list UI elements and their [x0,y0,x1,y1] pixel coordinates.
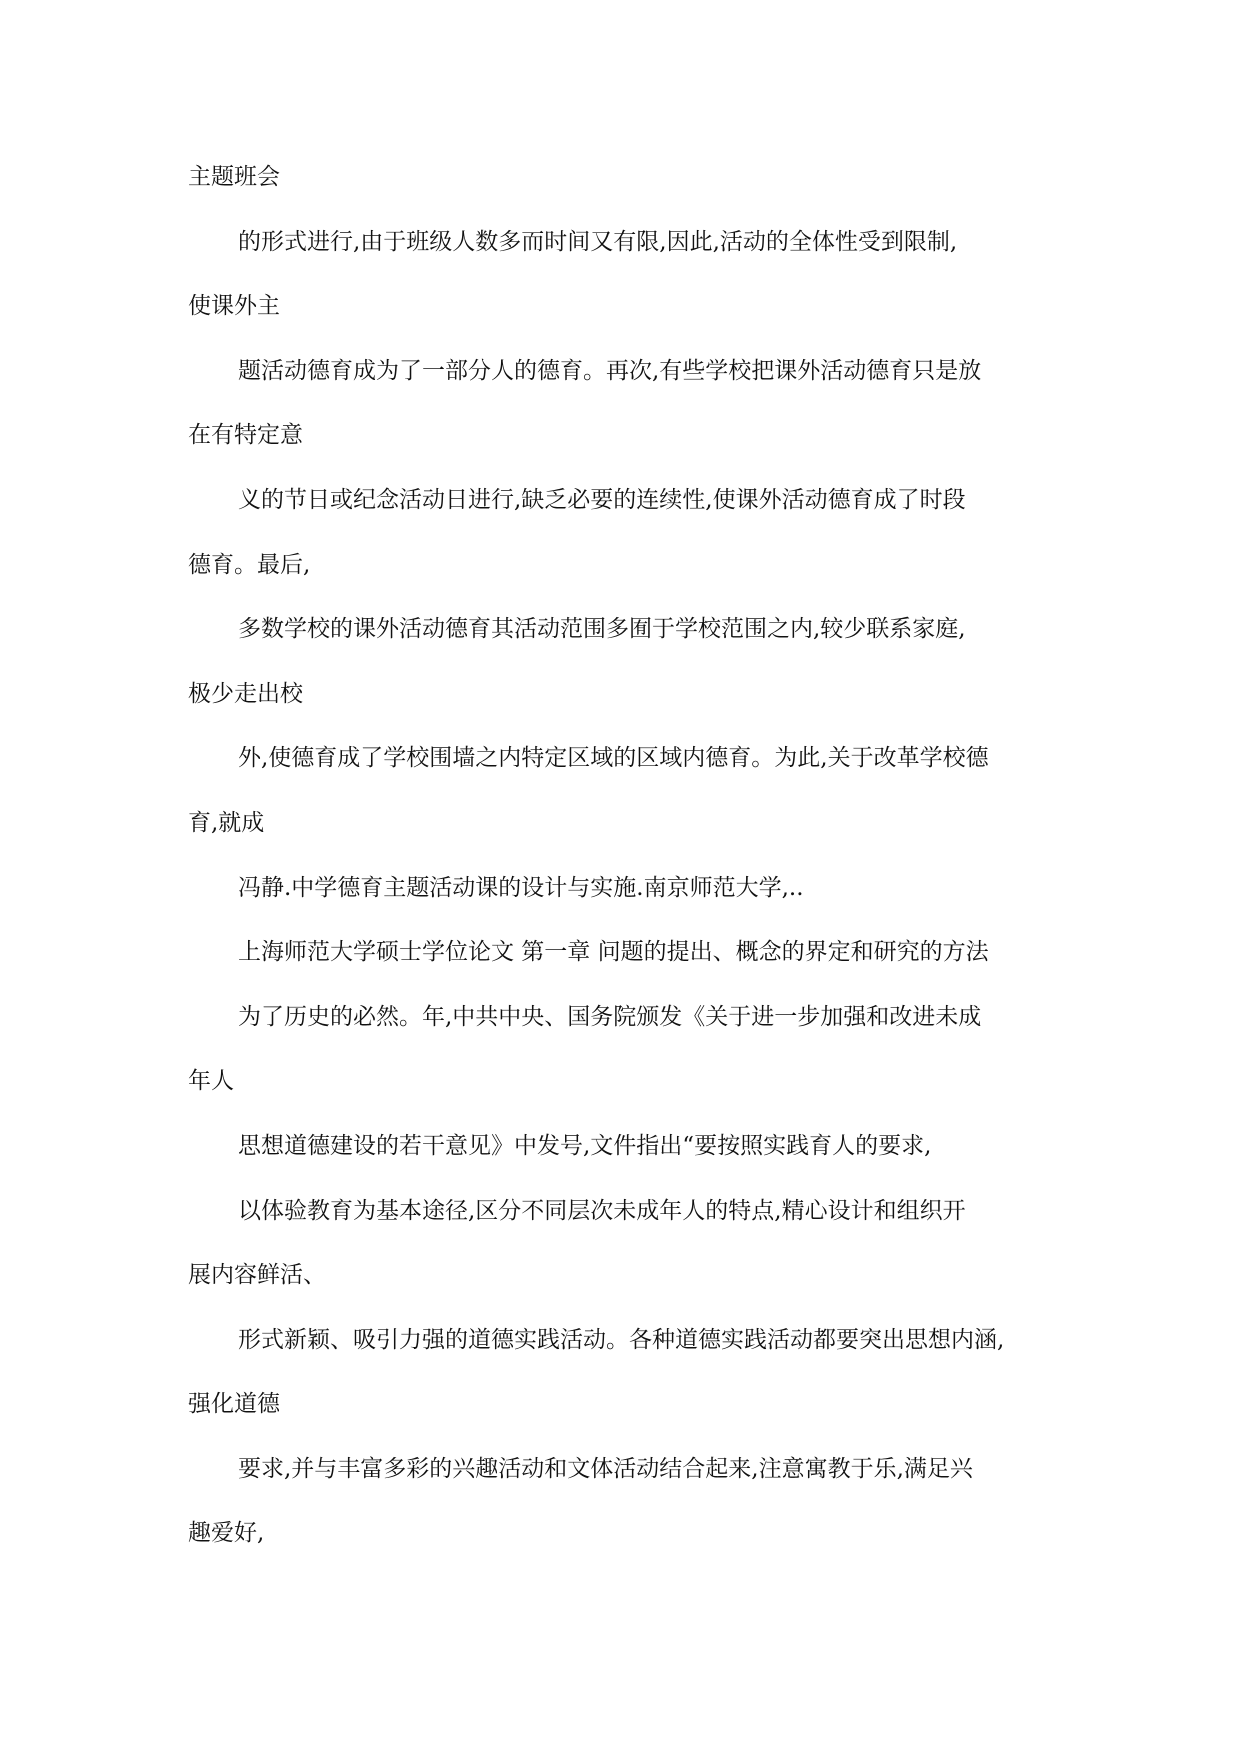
text-line: 极少走出校 [188,680,303,707]
text-line: 义的节日或纪念活动日进行,缺乏必要的连续性,使课外活动德育成了时段 [238,486,966,513]
text-line: 上海师范大学硕士学位论文 第一章 问题的提出、概念的界定和研究的方法 [238,939,989,966]
text-line: 冯静.中学德育主题活动课的设计与实施.南京师范大学,.. [238,874,804,901]
text-line: 的形式进行,由于班级人数多而时间又有限,因此,活动的全体性受到限制, [238,228,958,255]
text-line: 使课外主 [188,293,280,320]
text-line: 展内容鲜活、 [188,1262,326,1289]
text-line: 外,使德育成了学校围墙之内特定区域的区域内德育。为此,关于改革学校德 [238,745,989,772]
text-line: 为了历史的必然。年,中共中央、国务院颁发《关于进一步加强和改进未成 [238,1003,982,1030]
text-line: 以体验教育为基本途径,区分不同层次未成年人的特点,精心设计和组织开 [238,1197,966,1224]
text-line: 主题班会 [188,164,280,190]
text-line: 多数学校的课外活动德育其活动范围多囿于学校范围之内,较少联系家庭, [238,616,966,643]
text-line: 育,就成 [188,809,265,836]
text-line: 在有特定意 [188,422,303,449]
text-line: 趣爱好, [188,1520,265,1547]
text-line: 年人 [188,1068,234,1095]
text-line: 题活动德育成为了一部分人的德育。再次,有些学校把课外活动德育只是放 [238,357,982,384]
text-line: 要求,并与丰富多彩的兴趣活动和文体活动结合起来,注意寓教于乐,满足兴 [238,1455,973,1482]
text-line: 强化道德 [188,1391,280,1418]
text-line: 形式新颖、吸引力强的道德实践活动。各种道德实践活动都要突出思想内涵, [238,1326,1005,1353]
text-line: 思想道德建设的若干意见》中发号,文件指出“要按照实践育人的要求, [238,1132,932,1159]
text-line: 德育。最后, [188,551,311,578]
body-text [188,160,1068,1581]
